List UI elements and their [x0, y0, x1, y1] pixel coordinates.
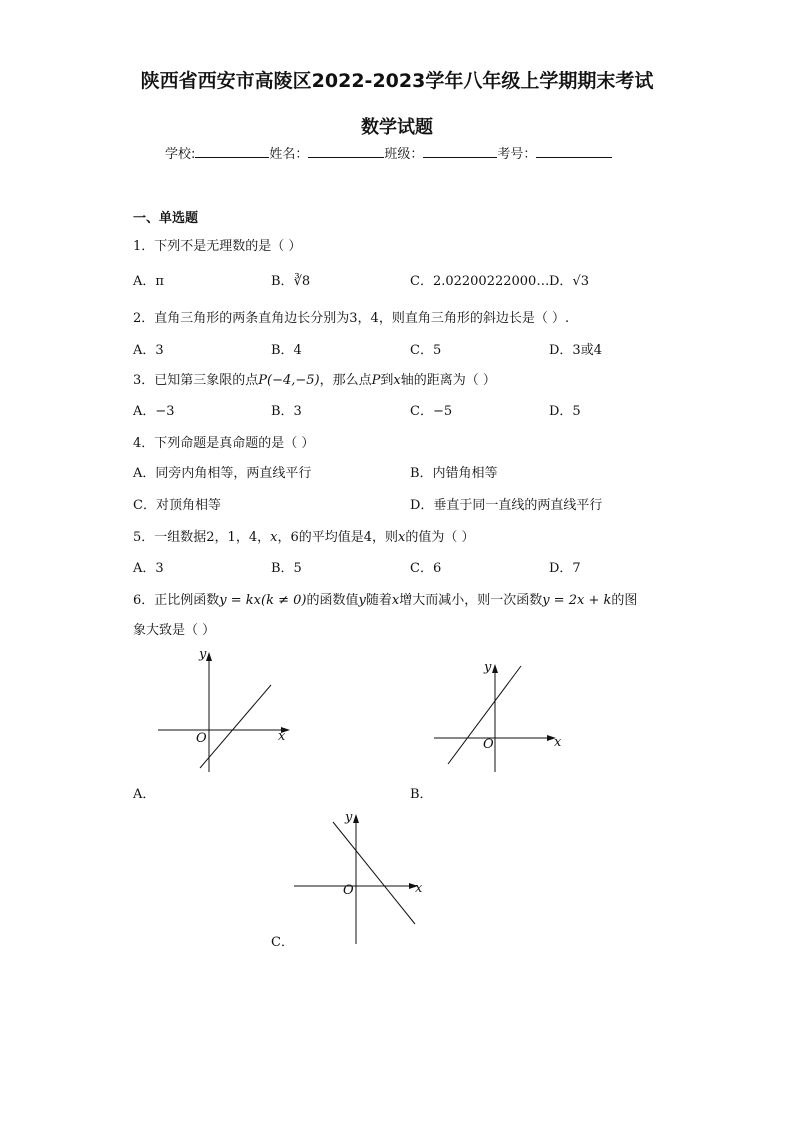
graph-a-option-label: A． [133, 787, 156, 802]
question-3-stem [133, 369, 496, 388]
graph-c-x-label: x [415, 881, 423, 896]
stem-text: ，6的平均值是4，则 [277, 530, 398, 545]
stem-text: 5．一组数据2，1，4， [133, 530, 271, 545]
graph-b-x-label: x [554, 735, 562, 750]
point-name: P [371, 373, 381, 388]
graph-a-origin-label: O [196, 731, 207, 746]
question-5-stem [133, 526, 474, 545]
graph-b-origin-label: O [483, 737, 494, 752]
graph-c-option-label: C． [271, 935, 294, 950]
y-axis-arrow [492, 664, 498, 673]
graph-c-y-label: y [345, 810, 353, 825]
question-5-option-c: C．6 [410, 561, 442, 576]
exam-subtitle: 数学试题 [361, 117, 433, 138]
proportional-function: y = kx(k ≠ 0) [219, 593, 307, 608]
number-blank[interactable] [536, 143, 612, 158]
point-coordinates: P(−4,−5) [258, 373, 320, 388]
graph-a-x-label: x [278, 729, 286, 744]
question-2-option-d: D．3或4 [549, 343, 602, 358]
class-blank[interactable] [423, 143, 497, 158]
question-2-option-b: B．4 [271, 343, 302, 358]
square-root-expression: √3 [572, 274, 589, 289]
axis-name: x [393, 373, 401, 388]
graph-a-y-label: y [199, 647, 207, 662]
variable-x: x [270, 530, 278, 545]
stem-text: 的值为（ ） [405, 530, 475, 545]
class-label: 班级： [384, 147, 424, 162]
stem-text: 增大而减小，则一次函数 [399, 593, 543, 608]
question-4-stem: 4．下列命题是真命题的是（ ） [133, 436, 315, 451]
stem-text: ，那么点 [319, 373, 372, 388]
question-4-option-b: B．内错角相等 [410, 466, 498, 481]
question-2-stem: 2．直角三角形的两条直角边长分别为3，4，则直角三角形的斜边长是（ ）. [133, 311, 570, 326]
question-6-stem [133, 589, 637, 608]
question-3-option-b: B．3 [271, 404, 302, 419]
number-label: 考号： [497, 147, 537, 162]
stem-text: 的函数值 [306, 593, 359, 608]
question-1-stem: 1．下列不是无理数的是（ ） [133, 239, 302, 254]
graph-b [430, 660, 566, 772]
function-line [200, 685, 271, 768]
name-blank[interactable] [308, 143, 384, 158]
question-3-option-d: D．5 [549, 404, 581, 419]
graph-b-y-label: y [484, 660, 492, 675]
school-label: 学校: [165, 147, 196, 162]
graph-c-origin-label: O [343, 883, 354, 898]
question-4-option-a: A．同旁内角相等，两直线平行 [133, 466, 312, 481]
question-2-option-c: C．5 [410, 343, 442, 358]
question-1-option-a: A．π [133, 274, 164, 289]
student-info-row [165, 143, 612, 162]
school-blank[interactable] [195, 143, 269, 158]
question-4-option-d: D．垂直于同一直线的两直线平行 [410, 498, 603, 513]
question-4-option-c: C．对顶角相等 [133, 498, 221, 513]
stem-text: 3．已知第三象限的点 [133, 373, 259, 388]
question-5-option-a: A．3 [133, 561, 164, 576]
exam-title: 陕西省西安市高陵区2022-2023学年八年级上学期期末考试 [140, 70, 654, 92]
stem-text: 的图 [611, 593, 638, 608]
stem-text: 随着 [365, 593, 392, 608]
question-3-option-a: A．−3 [133, 404, 175, 419]
linear-function: y = 2x + k [542, 593, 612, 608]
graph-a [150, 648, 300, 774]
graph-b-option-label: B． [410, 787, 433, 802]
variable-x: x [397, 530, 406, 545]
variable-y: y [358, 593, 366, 608]
question-1-option-b [271, 270, 310, 289]
section-title: 一、单选题 [133, 211, 199, 226]
option-prefix: B． [271, 274, 294, 289]
stem-text: 6．正比例函数 [133, 593, 220, 608]
graph-c [290, 810, 426, 946]
question-1-option-c: C．2.02200222000… [410, 274, 550, 289]
y-axis-arrow [353, 814, 359, 823]
question-2-option-a: A．3 [133, 343, 164, 358]
question-5-option-d: D．7 [549, 561, 581, 576]
cube-root-expression: ∛8 [293, 274, 311, 289]
question-5-option-b: B．5 [271, 561, 302, 576]
stem-text: 到 [380, 373, 394, 388]
name-label: 姓名： [269, 147, 309, 162]
y-axis-arrow [206, 652, 212, 661]
question-6-stem-line2: 象大致是（ ） [133, 623, 216, 638]
function-line [333, 822, 415, 924]
question-1-option-d [549, 270, 589, 289]
stem-text: 轴的距离为（ ） [400, 373, 496, 388]
option-prefix: D． [549, 274, 573, 289]
variable-x: x [391, 593, 400, 608]
question-3-option-c: C．−5 [410, 404, 453, 419]
